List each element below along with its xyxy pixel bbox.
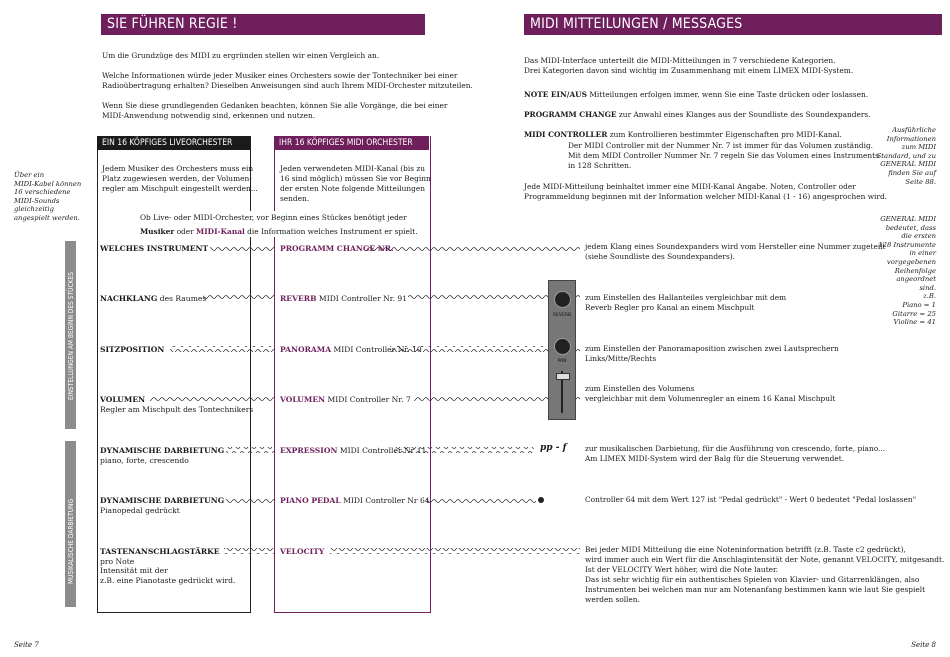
intro-paragraph-1: Um die Grundzüge des MIDI zu ergründen stellen wir einen Vergleich an. <box>102 51 380 60</box>
midi-controller-line3: Mit dem MIDI Controller Nummer Nr. 7 regeln Sie das Volumen eines Instruments <box>568 151 879 160</box>
row7-left: TASTENANSCHLAGSTÄRKE pro Note Intensität mit der z.B. eine Pianotaste gedrückt wird. <box>100 547 236 585</box>
midi-controller-text: MIDI CONTROLLER zum Kontrollieren bestimmter Eigenschaften pro MIDI-Kanal. <box>524 130 842 139</box>
row1-mid: PROGRAMM CHANGE NR. <box>280 244 394 253</box>
left-side-note: Über ein MIDI-Kabel können 16 verschiedene MIDI-Sounds gleichzeitig angespielt werden. <box>14 171 82 222</box>
wave-row7-right <box>330 548 580 554</box>
row7-right: Bei jeder MIDI Mitteilung die eine Noteninformation betrifft (z.B. Taste c2 gedrückt), wird immer auch ein Wert für die Anschlagintensität der Note, genannt VELOCITY, mitgesandt. Ist der VELOCITY Wert höher, wird die Note lauter. Das ist sehr wichtig für ein authentisches Spielen von Klavier- und Gitarrenklängen, also Instrumenten bei welchen man nur am Notenanfang bestimmen kann wie laut Sie gespielt werden sollen. <box>585 545 945 604</box>
left-page-header: SIE FÜHREN REGIE ! <box>101 14 425 35</box>
reverb-knob-icon <box>554 291 571 308</box>
right-page-number: Seite 8 <box>911 641 936 649</box>
midi-controller-line2: Der MIDI Controller mit der Nummer Nr. 7 ist immer für das Volumen zuständig. <box>568 141 874 150</box>
pan-knob-icon <box>554 338 571 355</box>
fader-handle-icon <box>556 373 570 380</box>
row1-left: WELCHES INSTRUMENT <box>100 244 209 253</box>
vbar-performance-label: MUSIKALISCHE DARBIETUNG <box>67 498 75 584</box>
row4-mid: VOLUMEN MIDI Controller Nr. 7 <box>280 395 411 404</box>
pan-knob-label: PAN <box>557 359 567 364</box>
row6-left: DYNAMISCHE DARBIETUNG Pianopedal gedrückt <box>100 496 225 515</box>
vbar-settings-label: EINSTELLUNGEN AM BEGINN DES STÜCKES <box>67 271 75 400</box>
right-page-header: MIDI MITTEILUNGEN / MESSAGES <box>524 14 942 35</box>
left-page-number: Seite 7 <box>14 641 39 649</box>
row3-right: zum Einstellen der Panoramaposition zwischen zwei Lautsprechern Links/Mitte/Rechts <box>585 344 839 363</box>
row4-right: zum Einstellen des Volumens vergleichbar mit dem Volumenregler an einem 16 Kanal Mischpult <box>585 384 836 403</box>
right-p1b: Drei Kategorien davon sind wichtig im Zusammenhang mit einem LIMEX MIDI-System. <box>524 66 854 75</box>
intro-paragraph-3b: MIDI-Anwendung notwendig sind, erkennen und nutzen. <box>102 111 316 120</box>
wave-row6-right <box>426 497 536 503</box>
wave-row2-left <box>203 295 274 301</box>
wave-row1-right <box>365 245 580 251</box>
row6-right: Controller 64 mit dem Wert 127 ist "Pedal gedrückt" - Wert 0 bedeutet "Pedal loslassen" <box>585 495 917 504</box>
row2-right: zum Einstellen des Hallanteiles vergleichbar mit dem Reverb Regler pro Kanal an einem Mischpult <box>585 293 787 312</box>
intro-paragraph-2a: Welche Informationen würde jeder Musiker eines Orchesters sowie der Tontechniker bei einer <box>102 71 458 80</box>
row6-mid: PIANO PEDAL MIDI Controller Nr 64 <box>280 496 430 505</box>
center-text-b: Musiker oder MIDI-Kanal die Information welches Instrument er spielt. <box>140 227 418 236</box>
reverb-knob-label: REVERB <box>552 313 572 318</box>
right-last-a: Jede MIDI-Mitteilung beinhaltet immer eine MIDI-Kanal Angabe. Noten, Controller oder <box>524 182 856 191</box>
live-orchestra-text: Jedem Musiker des Orchesters muss ein Platz zugewiesen werden, der Volumen- regler am Mischpult eingestellt werden... <box>102 164 258 193</box>
midi-orchestra-header: IHR 16 KÖPFIGES MIDI ORCHESTER <box>274 136 429 150</box>
row3-left: SITZPOSITION <box>100 345 165 354</box>
row2-mid: REVERB MIDI Controller Nr. 91 <box>280 294 408 303</box>
midi-orchestra-text: Jeden verwendeten MIDI-Kanal (bis zu 16 sind möglich) müssen Sie vor Beginn der ersten Note folgende Mitteilungen senden. <box>280 164 431 203</box>
program-change-text: PROGRAMM CHANGE zur Anwahl eines Klanges aus der Soundliste des Soundexpanders. <box>524 110 871 119</box>
intro-paragraph-2b: Radioübertragung erhalten? Dieselben Anweisungen sind auch Ihrem MIDI-Orchester mitzuteilen. <box>102 81 473 90</box>
row1-right: jedem Klang eines Soundexpanders wird vom Hersteller eine Nummer zugeteilt (siehe Soundliste des Soundexpanders). <box>585 242 886 261</box>
right-side-note-1: Ausführliche Informationen zum MIDI Standard, und zu GENERAL MIDI finden Sie auf Seite 88. <box>876 126 936 186</box>
wave-row3-left <box>170 346 274 352</box>
right-side-note-2: GENERAL MIDI bedeutet, dass die ersten 128 Instrumente in einer vorgegebenen Reihenfolge angeordnet sind. z.B. Piano = 1 Gitarre = 25 Violine = 41 <box>878 215 936 327</box>
row5-mid: EXPRESSION MIDI Controller Nr 11 <box>280 446 427 455</box>
intro-paragraph-3a: Wenn Sie diese grundlegenden Gedanken beachten, können Sie alle Vorgänge, die bei einer <box>102 101 448 110</box>
mixer-strip <box>548 280 576 420</box>
right-last-b: Programmeldung beginnen mit der Information welcher MIDI-Kanal (1 - 16) angesprochen wird. <box>524 192 888 201</box>
row5-left: DYNAMISCHE DARBIETUNG piano, forte, crescendo <box>100 446 225 465</box>
wave-row6-left <box>226 497 274 503</box>
midi-controller-line4: in 128 Schritten. <box>568 161 632 170</box>
row3-mid: PANORAMA MIDI Controller Nr. 10 <box>280 345 422 354</box>
row7-mid: VELOCITY <box>280 547 325 556</box>
note-onoff-text: NOTE EIN/AUS Mitteilungen erfolgen immer, wenn Sie eine Taste drücken oder loslassen. <box>524 90 869 99</box>
wave-row1-left <box>210 245 274 251</box>
row2-left: NACHKLANG des Raumes <box>100 294 207 303</box>
row5-right: zur musikalischen Darbietung, für die Ausführung von crescendo, forte, piano... Am LIMEX MIDI-System wird der Balg für die Steuerung verwendet. <box>585 444 886 463</box>
row4-left: VOLUMEN Regler am Mischpult des Tontechnikers <box>100 395 254 414</box>
center-text-a: Ob Live- oder MIDI-Orchester, vor Beginn eines Stückes benötigt jeder <box>140 213 407 222</box>
live-orchestra-header: EIN 16 KÖPFIGES LIVEORCHESTER <box>97 136 250 150</box>
wave-row5-left <box>226 447 274 453</box>
right-p1a: Das MIDI-Interface unterteilt die MIDI-Mitteilungen in 7 verschiedene Kategorien. <box>524 56 836 65</box>
pedal-dot <box>538 497 544 503</box>
expression-symbol: pp - f <box>540 443 567 453</box>
